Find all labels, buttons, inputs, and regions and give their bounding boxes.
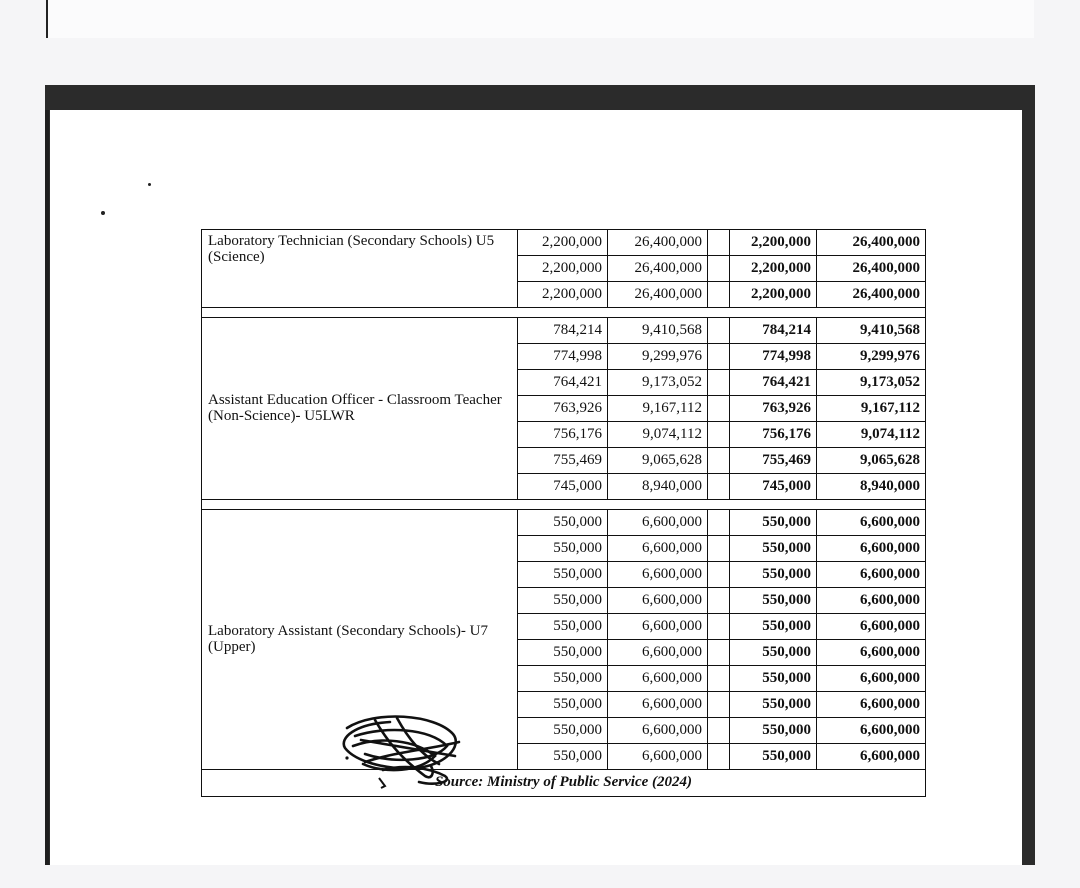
blank-cell	[708, 230, 730, 256]
blank-cell	[708, 692, 730, 718]
annual-salary-cell: 9,299,976	[608, 344, 708, 370]
blank-cell	[708, 640, 730, 666]
monthly-salary-cell: 2,200,000	[518, 282, 608, 308]
annual-salary-bold-cell: 26,400,000	[817, 256, 926, 282]
blank-cell	[708, 448, 730, 474]
group-separator	[202, 308, 926, 318]
blank-cell	[708, 318, 730, 344]
job-title-cell: Laboratory Technician (Secondary Schools) U5 (Science)	[202, 230, 518, 308]
annual-salary-bold-cell: 6,600,000	[817, 510, 926, 536]
annual-salary-cell: 6,600,000	[608, 562, 708, 588]
annual-salary-bold-cell: 9,173,052	[817, 370, 926, 396]
monthly-salary-cell: 550,000	[518, 692, 608, 718]
annual-salary-bold-cell: 26,400,000	[817, 282, 926, 308]
source-row	[202, 770, 926, 797]
text-cursor	[46, 0, 48, 38]
table-row	[202, 318, 926, 344]
annual-salary-bold-cell: 6,600,000	[817, 692, 926, 718]
annual-salary-cell: 9,074,112	[608, 422, 708, 448]
monthly-salary-bold-cell: 550,000	[730, 692, 817, 718]
monthly-salary-bold-cell: 745,000	[730, 474, 817, 500]
monthly-salary-cell: 550,000	[518, 588, 608, 614]
annual-salary-bold-cell: 8,940,000	[817, 474, 926, 500]
blank-cell	[708, 344, 730, 370]
monthly-salary-cell: 550,000	[518, 666, 608, 692]
annual-salary-cell: 6,600,000	[608, 640, 708, 666]
monthly-salary-bold-cell: 2,200,000	[730, 282, 817, 308]
monthly-salary-cell: 550,000	[518, 614, 608, 640]
monthly-salary-bold-cell: 550,000	[730, 510, 817, 536]
annual-salary-cell: 9,065,628	[608, 448, 708, 474]
monthly-salary-bold-cell: 763,926	[730, 396, 817, 422]
annual-salary-bold-cell: 9,410,568	[817, 318, 926, 344]
monthly-salary-bold-cell: 784,214	[730, 318, 817, 344]
annual-salary-bold-cell: 9,065,628	[817, 448, 926, 474]
monthly-salary-cell: 756,176	[518, 422, 608, 448]
annual-salary-bold-cell: 6,600,000	[817, 614, 926, 640]
monthly-salary-cell: 2,200,000	[518, 256, 608, 282]
annual-salary-cell: 6,600,000	[608, 744, 708, 770]
blank-cell	[708, 370, 730, 396]
monthly-salary-bold-cell: 774,998	[730, 344, 817, 370]
monthly-salary-bold-cell: 550,000	[730, 666, 817, 692]
blank-cell	[708, 422, 730, 448]
annual-salary-bold-cell: 9,299,976	[817, 344, 926, 370]
annual-salary-bold-cell: 6,600,000	[817, 562, 926, 588]
group-separator	[202, 500, 926, 510]
monthly-salary-bold-cell: 550,000	[730, 562, 817, 588]
table-row	[202, 230, 926, 256]
annual-salary-cell: 9,167,112	[608, 396, 708, 422]
job-title-cell: Laboratory Assistant (Secondary Schools)- U7 (Upper)	[202, 510, 518, 770]
blank-cell	[708, 510, 730, 536]
monthly-salary-cell: 550,000	[518, 718, 608, 744]
annual-salary-bold-cell: 6,600,000	[817, 640, 926, 666]
monthly-salary-cell: 784,214	[518, 318, 608, 344]
annual-salary-cell: 26,400,000	[608, 230, 708, 256]
annual-salary-bold-cell: 6,600,000	[817, 536, 926, 562]
annual-salary-cell: 6,600,000	[608, 718, 708, 744]
annual-salary-cell: 6,600,000	[608, 510, 708, 536]
blank-cell	[708, 536, 730, 562]
annual-salary-cell: 6,600,000	[608, 588, 708, 614]
blank-cell	[708, 396, 730, 422]
monthly-salary-bold-cell: 764,421	[730, 370, 817, 396]
annual-salary-bold-cell: 9,167,112	[817, 396, 926, 422]
monthly-salary-bold-cell: 2,200,000	[730, 230, 817, 256]
annual-salary-cell: 8,940,000	[608, 474, 708, 500]
blank-cell	[708, 588, 730, 614]
annual-salary-cell: 6,600,000	[608, 536, 708, 562]
monthly-salary-cell: 763,926	[518, 396, 608, 422]
monthly-salary-bold-cell: 550,000	[730, 640, 817, 666]
monthly-salary-cell: 2,200,000	[518, 230, 608, 256]
blank-cell	[708, 666, 730, 692]
monthly-salary-bold-cell: 550,000	[730, 614, 817, 640]
table-row	[202, 510, 926, 536]
annual-salary-bold-cell: 6,600,000	[817, 666, 926, 692]
monthly-salary-bold-cell: 2,200,000	[730, 256, 817, 282]
annual-salary-cell: 26,400,000	[608, 256, 708, 282]
speck-mark	[101, 211, 105, 215]
blank-cell	[708, 282, 730, 308]
blank-cell	[708, 562, 730, 588]
speck-mark	[148, 183, 151, 186]
salary-table	[201, 229, 926, 797]
monthly-salary-cell: 745,000	[518, 474, 608, 500]
source-note: Source: Ministry of Public Service (2024)	[202, 770, 926, 797]
monthly-salary-cell: 755,469	[518, 448, 608, 474]
blank-cell	[708, 474, 730, 500]
monthly-salary-bold-cell: 550,000	[730, 536, 817, 562]
bottom-band	[45, 865, 1035, 888]
monthly-salary-cell: 550,000	[518, 640, 608, 666]
monthly-salary-bold-cell: 550,000	[730, 744, 817, 770]
annual-salary-bold-cell: 6,600,000	[817, 744, 926, 770]
separator-cell	[202, 500, 926, 510]
monthly-salary-cell: 774,998	[518, 344, 608, 370]
page-left-edge	[45, 110, 49, 870]
monthly-salary-bold-cell: 756,176	[730, 422, 817, 448]
annual-salary-cell: 6,600,000	[608, 666, 708, 692]
annual-salary-bold-cell: 26,400,000	[817, 230, 926, 256]
monthly-salary-bold-cell: 550,000	[730, 718, 817, 744]
monthly-salary-cell: 764,421	[518, 370, 608, 396]
annual-salary-cell: 9,173,052	[608, 370, 708, 396]
top-strip	[46, 0, 1034, 38]
monthly-salary-bold-cell: 550,000	[730, 588, 817, 614]
job-title-cell: Assistant Education Officer - Classroom Teacher (Non-Science)- U5LWR	[202, 318, 518, 500]
annual-salary-cell: 6,600,000	[608, 614, 708, 640]
monthly-salary-cell: 550,000	[518, 562, 608, 588]
monthly-salary-cell: 550,000	[518, 536, 608, 562]
annual-salary-bold-cell: 6,600,000	[817, 588, 926, 614]
blank-cell	[708, 718, 730, 744]
annual-salary-bold-cell: 6,600,000	[817, 718, 926, 744]
separator-cell	[202, 308, 926, 318]
monthly-salary-cell: 550,000	[518, 744, 608, 770]
annual-salary-cell: 6,600,000	[608, 692, 708, 718]
signature-icon	[335, 706, 470, 791]
monthly-salary-cell: 550,000	[518, 510, 608, 536]
blank-cell	[708, 614, 730, 640]
annual-salary-cell: 26,400,000	[608, 282, 708, 308]
monthly-salary-bold-cell: 755,469	[730, 448, 817, 474]
blank-cell	[708, 256, 730, 282]
blank-cell	[708, 744, 730, 770]
annual-salary-cell: 9,410,568	[608, 318, 708, 344]
annual-salary-bold-cell: 9,074,112	[817, 422, 926, 448]
